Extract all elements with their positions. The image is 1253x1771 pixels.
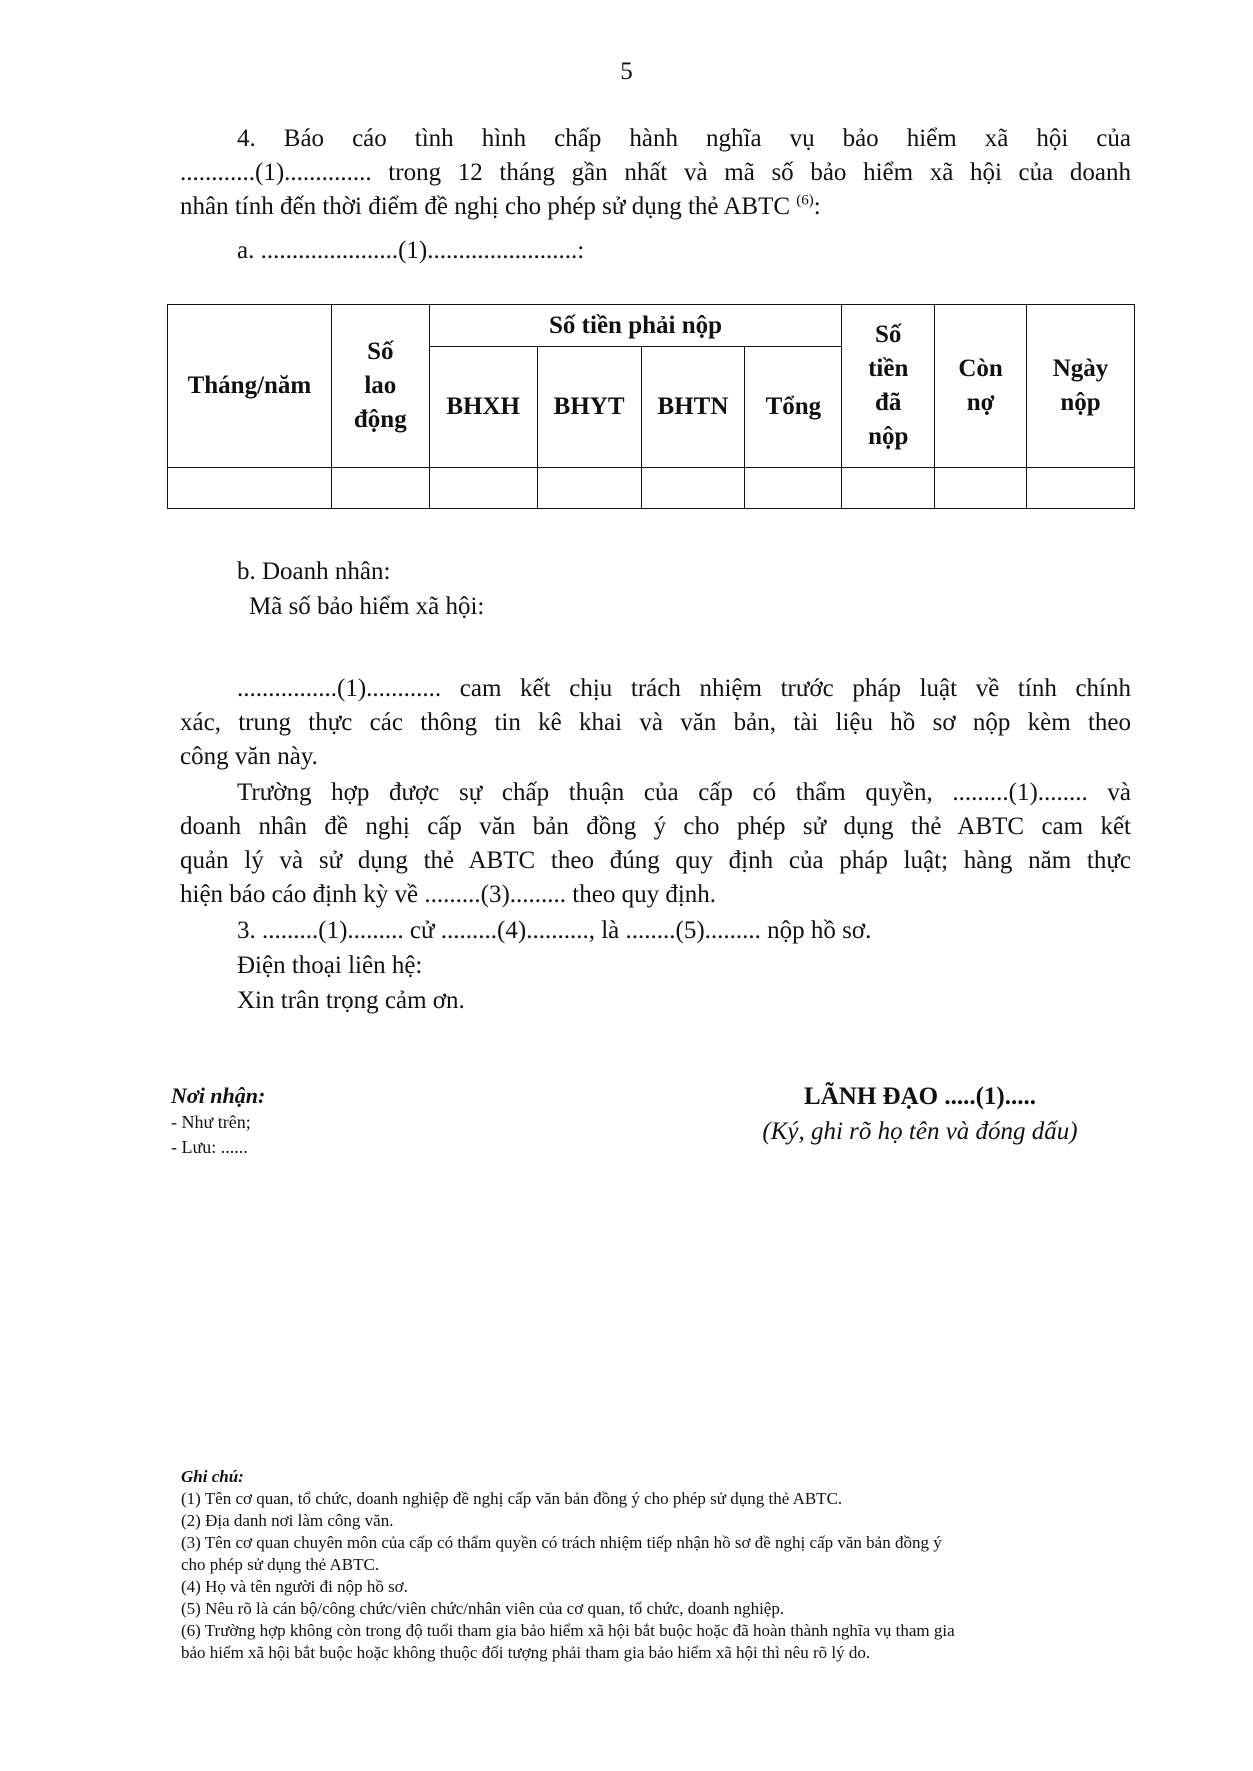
section4-line1: 4. Báo cáo tình hình chấp hành nghĩa vụ bảo hiểm xã hội của bbox=[237, 125, 1131, 152]
item-3: 3. .........(1)......... cử .........(4).........., là ........(5)......... nộp hồ sơ. bbox=[237, 917, 872, 944]
page-number: 5 bbox=[620, 58, 633, 85]
commitment-line3: công văn này. bbox=[180, 743, 318, 770]
header-paid-text: Số tiền đã nộp bbox=[868, 321, 909, 450]
note-item: (2) Địa danh nơi làm công văn. bbox=[181, 1511, 394, 1530]
header-month: Tháng/năm bbox=[168, 305, 332, 468]
header-bhxh: BHXH bbox=[429, 347, 537, 468]
phone-label: Điện thoại liên hệ: bbox=[237, 952, 423, 979]
header-owed bbox=[935, 305, 1027, 468]
table-cell bbox=[745, 468, 842, 509]
notes-title: Ghi chú: bbox=[181, 1467, 244, 1486]
signature-title: LÃNH ĐẠO .....(1)..... bbox=[804, 1083, 1036, 1110]
approval-line3: quản lý và sử dụng thẻ ABTC theo đúng quy định của pháp luật; hàng năm thực bbox=[180, 847, 1131, 874]
note-item: (5) Nêu rõ là cán bộ/công chức/viên chức/nhân viên của cơ quan, tổ chức, doanh nghiệp. bbox=[181, 1599, 785, 1618]
approval-line1: Trường hợp được sự chấp thuận của cấp có thẩm quyền, .........(1)........ và bbox=[237, 779, 1131, 806]
table-cell bbox=[842, 468, 935, 509]
recipient-item: - Như trên; bbox=[171, 1112, 251, 1132]
item-a: a. ......................(1)........................: bbox=[237, 237, 585, 264]
header-bhtn: BHTN bbox=[641, 347, 745, 468]
table-cell bbox=[331, 468, 429, 509]
table-cell bbox=[1027, 468, 1135, 509]
header-workers-text: Số lao động bbox=[353, 338, 407, 433]
item-b-label: b. Doanh nhân: bbox=[237, 558, 391, 585]
table-cell bbox=[168, 468, 332, 509]
approval-line4: hiện báo cáo định kỳ về .........(3)......... theo quy định. bbox=[180, 881, 717, 908]
thanks-line: Xin trân trọng cảm ơn. bbox=[237, 987, 465, 1014]
note-item: cho phép sử dụng thẻ ABTC. bbox=[181, 1555, 380, 1574]
note-item: (1) Tên cơ quan, tổ chức, doanh nghiệp đề nghị cấp văn bản đồng ý cho phép sử dụng thẻ ABTC. bbox=[181, 1489, 843, 1508]
ssn-label: Mã số bảo hiểm xã hội: bbox=[249, 593, 485, 620]
table-cell bbox=[537, 468, 641, 509]
header-bhyt: BHYT bbox=[537, 347, 641, 468]
table-cell bbox=[641, 468, 745, 509]
recipient-item: - Lưu: ...... bbox=[171, 1137, 248, 1157]
table-cell bbox=[429, 468, 537, 509]
header-workers bbox=[331, 305, 429, 468]
header-total: Tổng bbox=[745, 347, 842, 468]
header-date-text: Ngày nộp bbox=[1052, 355, 1109, 416]
section4-line2: ............(1).............. trong 12 tháng gần nhất và mã số bảo hiểm xã hội của doanh bbox=[180, 159, 1131, 186]
commitment-line2: xác, trung thực các thông tin kê khai và văn bản, tài liệu hồ sơ nộp kèm theo bbox=[180, 709, 1131, 736]
commitment-line1: ................(1)............ cam kết chịu trách nhiệm trước pháp luật về tính chính bbox=[237, 675, 1131, 702]
note-item: bảo hiểm xã hội bắt buộc hoặc không thuộc đối tượng phải tham gia bảo hiểm xã hội thì nêu rõ lý do. bbox=[181, 1643, 871, 1662]
notes-section bbox=[181, 1466, 1141, 1664]
table-cell bbox=[935, 468, 1027, 509]
signature-note: (Ký, ghi rõ họ tên và đóng dấu) bbox=[762, 1118, 1078, 1145]
header-date bbox=[1027, 305, 1135, 468]
note-item: (4) Họ và tên người đi nộp hồ sơ. bbox=[181, 1577, 408, 1596]
header-payable-group: Số tiền phải nộp bbox=[429, 305, 842, 347]
insurance-report-table bbox=[167, 304, 1135, 509]
section4-line3 bbox=[180, 190, 1131, 224]
note-item: (3) Tên cơ quan chuyên môn của cấp có thẩm quyền có trách nhiệm tiếp nhận hồ sơ đề nghị cấp văn bản đồng ý bbox=[181, 1533, 942, 1552]
header-paid bbox=[842, 305, 935, 468]
table-row bbox=[168, 468, 1135, 509]
approval-line2: doanh nhân đề nghị cấp văn bản đồng ý cho phép sử dụng thẻ ABTC cam kết bbox=[180, 813, 1131, 840]
recipients-title: Nơi nhận: bbox=[171, 1083, 266, 1108]
footnote-ref-6: (6) bbox=[796, 192, 814, 209]
section4-paragraph bbox=[180, 122, 1131, 224]
header-owed-text: Còn nợ bbox=[958, 355, 1003, 416]
section4-line3-end: : bbox=[813, 193, 821, 220]
approval-paragraph bbox=[180, 776, 1131, 912]
section4-line3-text: nhân tính đến thời điểm đề nghị cho phép sử dụng thẻ ABTC bbox=[180, 193, 797, 220]
commitment-paragraph bbox=[180, 672, 1131, 774]
note-item: (6) Trường hợp không còn trong độ tuổi tham gia bảo hiểm xã hội bắt buộc hoặc đã hoàn thành nghĩa vụ tham gia bbox=[181, 1621, 955, 1640]
